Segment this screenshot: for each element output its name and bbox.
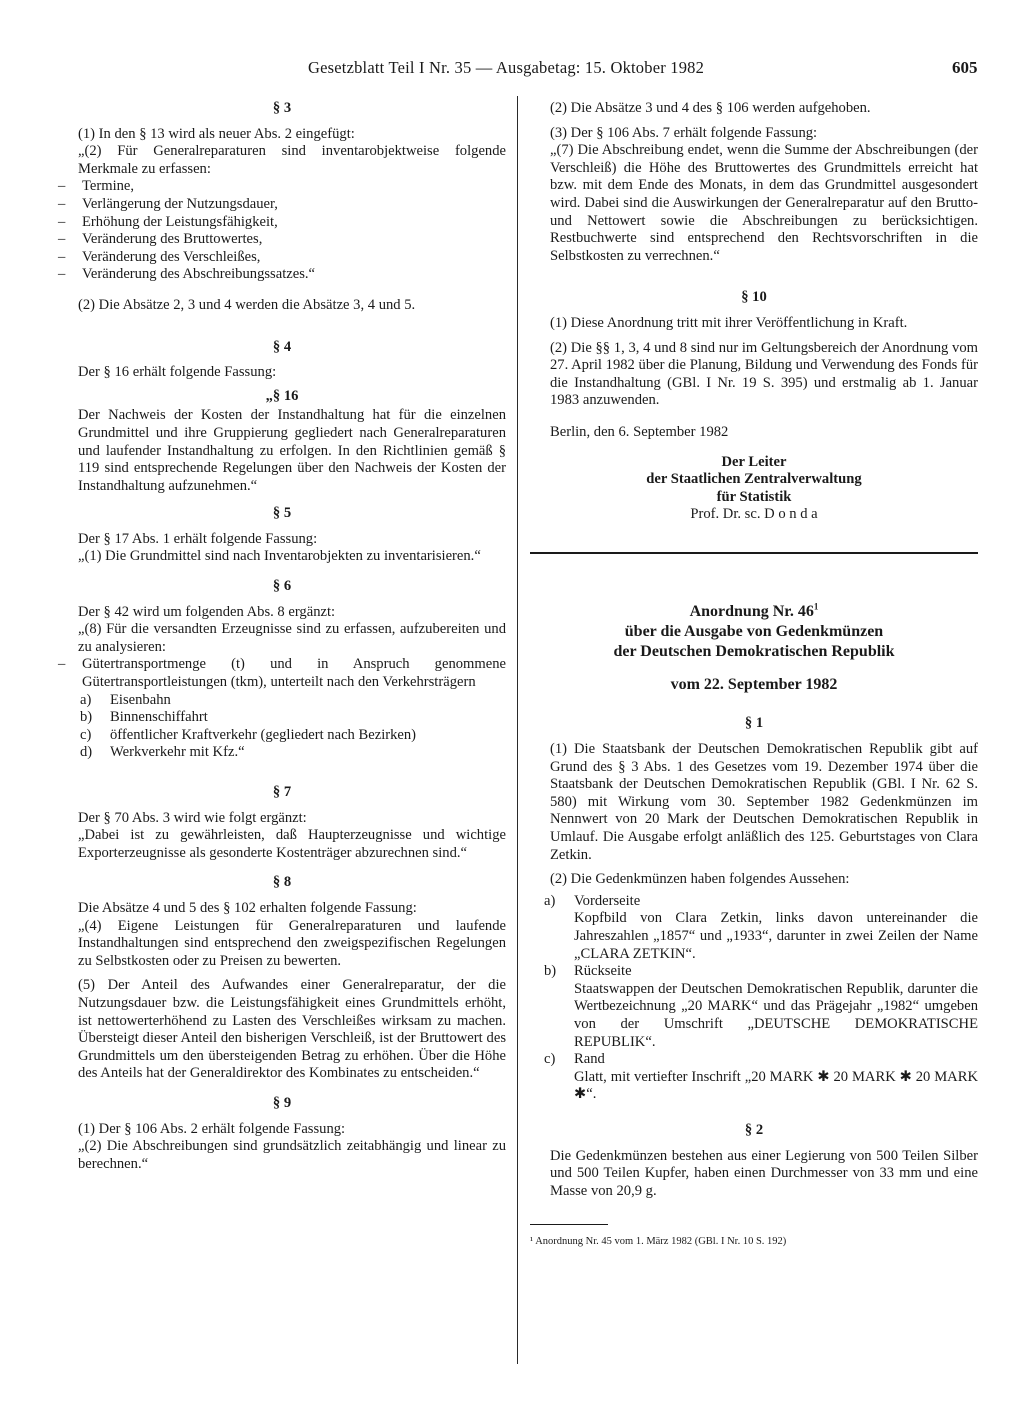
section-1-heading: § 1: [744, 715, 764, 732]
list-item: b) Rückseite Staatswappen der Deutschen Demokratischen Republik, darunter die Wertbezeichnung „20 MARK“ und das Prägejahr „1982“ umgeben von der Umschrift „DEUTSCHE DEMOKRATISCHE REPUBLIK“.: [544, 963, 978, 1050]
section-7-heading: § 7: [272, 784, 292, 800]
list-item: – Erhöhung der Leistungsfähigkeit,: [58, 213, 278, 230]
section-10-heading: § 10: [741, 289, 767, 306]
s3-list: [58, 178, 506, 284]
section-2-heading: § 2: [744, 1121, 764, 1138]
signature-block: [530, 454, 978, 524]
s4-paragraph-1: Der § 16 erhält folgende Fassung:: [78, 364, 277, 381]
list-item: d) Werkverkehr mit Kfz.“: [80, 744, 245, 761]
section-3-heading: § 3: [272, 100, 292, 116]
list-item: – Termine,: [58, 178, 135, 195]
section-9-heading: § 9: [272, 1094, 292, 1111]
document-title-line-2: über die Ausgabe von Gedenkmünzen: [624, 622, 884, 640]
footnote: ¹ Anordnung Nr. 45 vom 1. März 1982 (GBl. I Nr. 10 S. 192): [530, 1236, 787, 1248]
list-item: – Veränderung des Abschreibungssatzes.“: [58, 266, 316, 283]
s4-paragraph-2: Der Nachweis der Kosten der Instandhaltung hat für die einzelnen Grundmittel und ihre Gruppierung gegliedert nach Generalreparaturen und laufender Instandhaltung zu erfolgen. In den Richtlinien gemäß § 119 sind entsprechende Regelungen über den Nachweis der Kosten der Instandhaltung aufzunehmen.“: [78, 407, 506, 494]
list-item: b) Binnenschiffahrt: [80, 709, 208, 726]
list-item: c) Rand Glatt, mit vertiefter Inschrift „20 MARK ✱ 20 MARK ✱ 20 MARK ✱“.: [544, 1051, 978, 1103]
section-8-heading: § 8: [272, 874, 292, 891]
section-4-heading: § 4: [272, 338, 292, 355]
section-16-subheading: „§ 16: [265, 387, 299, 404]
list-item: a) Vorderseite Kopfbild von Clara Zetkin, links davon untereinander die Jahreszahlen „1857“ und „1933“, darunter in zwei Zeilen der Name „CLARA ZETKIN“.: [544, 892, 978, 962]
list-item: – Verlängerung der Nutzungsdauer,: [58, 195, 278, 212]
s9-paragraph-3: (2) Die Absätze 3 und 4 des § 106 werden aufgehoben.: [550, 100, 871, 116]
s10-paragraph-1: (1) Diese Anordnung tritt mit ihrer Veröffentlichung in Kraft.: [550, 314, 908, 331]
n2-paragraph-1: Die Gedenkmünzen bestehen aus einer Legierung von 500 Teilen Silber und 500 Teilen Kupfer, haben einen Durchmesser von 33 mm und eine Masse von 20,9 g.: [550, 1147, 978, 1199]
footnote-marker: 1: [813, 601, 819, 612]
place-date: Berlin, den 6. September 1982: [550, 423, 729, 440]
document-date: vom 22. September 1982: [670, 675, 838, 693]
page-header: [0, 58, 1024, 84]
s6-paragraph-2: „(8) Für die versandten Erzeugnisse sind zu erfassen, aufzubereiten und zu analysieren:: [78, 621, 506, 655]
s5-paragraph-2: „(1) Die Grundmittel sind nach Inventarobjekten zu inventarisieren.“: [78, 548, 481, 565]
s8-paragraph-3: (5) Der Anteil des Aufwandes einer Generalreparatur, der die Nutzungsdauer bzw. die Leistungsfähigkeit eines Grundmittels erhöht, ist nettowerterhöhend zu Lasten des Verschleißes wirksam zu machen. Übersteigt dieser Anteil den bisherigen Verschleiß, ist der Bruttowert des Grundmittels um den übersteigenden Betrag zu erhöhen. Über die Höhe des Anteils hat der Generaldirektor des Kombinates zu entscheiden.“: [78, 977, 506, 1082]
signature-line-3: für Statistik: [716, 488, 792, 505]
s8-paragraph-2: „(4) Eigene Leistungen für Generalreparaturen und laufende Instandhaltungen sind entsprechend den zweigspezifischen Regelungen zu Selbstkosten oder zu Preisen zu bewerten.: [78, 917, 506, 969]
s6-dash-item: – Gütertransportmenge (t) und in Anspruch genommene Gütertransportleistungen (tkm), unterteilt nach den Verkehrsträgern: [58, 656, 506, 691]
list-item: – Veränderung des Bruttowertes,: [58, 231, 263, 248]
s3-paragraph-1: (1) In den § 13 wird als neuer Abs. 2 eingefügt:: [78, 125, 355, 142]
s9-paragraph-5: „(7) Die Abschreibung endet, wenn die Summe der Abschreibungen (der Verschleiß) die Höhe des Bruttowertes des Grundmittels erreicht hat bzw. mit dem Ende des Monats, in dem das Grundmittel ausgesondert wird. Dabei sind die Auswirkungen der Generalreparatur auf den Brutto- und Nettowert sowie die Abschreibungen zu berücksichtigen. Restbuchwerte sind entsprechend den Rechtsvorschriften in die Selbstkosten zu verrechnen.“: [550, 142, 978, 264]
header-title: Gesetzblatt Teil I Nr. 35 — Ausgabetag: 15. Oktober 1982: [308, 58, 705, 77]
n1-paragraph-2: (2) Die Gedenkmünzen haben folgendes Aussehen:: [550, 871, 850, 888]
section-5-heading: § 5: [272, 505, 292, 522]
signature-line-1: Der Leiter: [721, 453, 787, 470]
s7-paragraph-2: „Dabei ist zu gewährleisten, daß Haupterzeugnisse und wichtige Exporterzeugnisse als gesonderte Kostenträger abzurechnen sind.“: [78, 827, 506, 861]
list-item: c) öffentlicher Kraftverkehr (gegliedert nach Bezirken): [80, 726, 417, 743]
section-divider: [530, 552, 978, 554]
document-title: Anordnung Nr. $46^1$: [689, 601, 819, 620]
section-6-heading: § 6: [272, 578, 292, 595]
list-item: – Veränderung des Verschleißes,: [58, 248, 261, 265]
s9-paragraph-4: (3) Der § 106 Abs. 7 erhält folgende Fassung:: [550, 124, 818, 141]
left-column: [58, 100, 506, 1173]
s9-paragraph-2: „(2) Die Abschreibungen sind grundsätzlich zeitabhängig und linear zu berechnen.“: [78, 1138, 506, 1172]
s10-paragraph-2: (2) Die §§ 1, 3, 4 und 8 sind nur im Geltungsbereich der Anordnung vom 27. April 1982 über die Planung, Bildung und Verwendung des Fonds für die Instandhaltung (GBl. I Nr. 19 S. 395) und erstmalig ab 1. Januar 1983 anzuwenden.: [550, 339, 978, 409]
s9-paragraph-1: (1) Der § 106 Abs. 2 erhält folgende Fassung:: [78, 1120, 346, 1137]
n1-list: [530, 893, 978, 1104]
page-number: 605: [952, 58, 978, 77]
s6-paragraph-1: Der § 42 wird um folgenden Abs. 8 ergänzt:: [78, 603, 336, 620]
signature-line-2: der Staatlichen Zentralverwaltung: [646, 471, 862, 488]
column-divider: [517, 96, 518, 1364]
s3-paragraph-2: „(2) Für Generalreparaturen sind inventarobjektweise folgende Merkmale zu erfassen:: [78, 143, 506, 177]
footnote-divider: [530, 1224, 608, 1225]
s6-sublist: [58, 692, 506, 762]
right-column: [530, 100, 978, 1251]
n1-paragraph-1: (1) Die Staatsbank der Deutschen Demokratischen Republik gibt auf Grund des § 3 Abs. 1 des Gesetzes vom 19. Dezember 1974 über die Staatsbank der Deutschen Demokratischen Republik (GBl. I Nr. 62 S. 580) mit Wirkung vom 30. September 1982 Gedenkmünzen im Nennwert von 20 Mark der Deutschen Demokratischen Republik in Umlauf. Die Ausgabe erfolgt anläßlich des 125. Geburtstages von Clara Zetkin.: [550, 741, 978, 863]
s8-paragraph-1: Die Absätze 4 und 5 des § 102 erhalten folgende Fassung:: [78, 899, 417, 916]
list-item: a) Eisenbahn: [80, 691, 171, 708]
s3-paragraph-3: (2) Die Absätze 2, 3 und 4 werden die Absätze 3, 4 und 5.: [78, 296, 416, 313]
signatory-name: Prof. Dr. sc. D o n d a: [690, 506, 818, 523]
s7-paragraph-1: Der § 70 Abs. 3 wird wie folgt ergänzt:: [78, 809, 307, 826]
s5-paragraph-1: Der § 17 Abs. 1 erhält folgende Fassung:: [78, 530, 318, 547]
document-title-line-3: der Deutschen Demokratischen Republik: [613, 642, 895, 660]
